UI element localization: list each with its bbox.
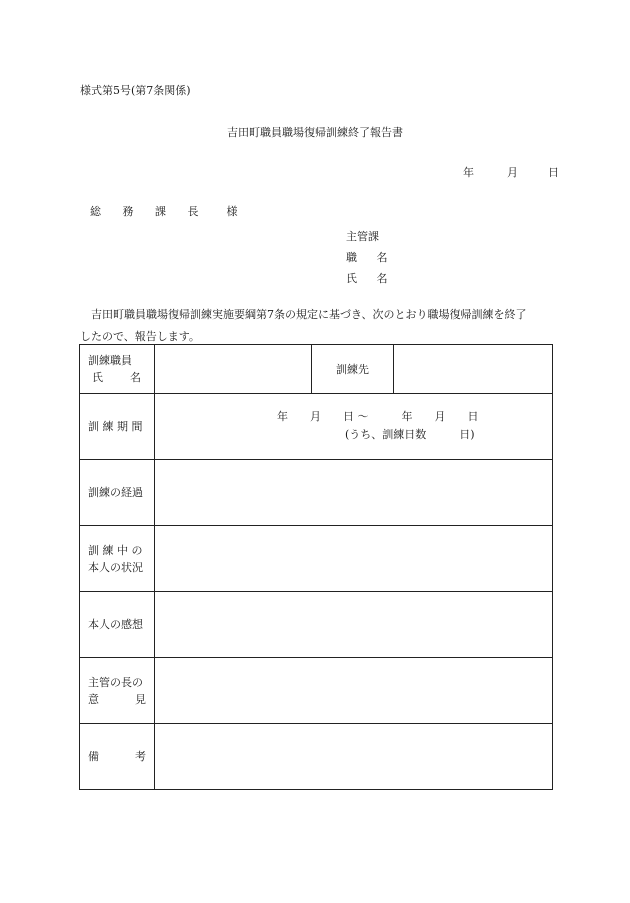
trainee-name-cell[interactable] [155,345,312,394]
sender-department: 主管課 [346,230,379,243]
opinion-label [80,658,155,724]
status-cell[interactable] [155,526,553,592]
status-label-line2: 本人の状況 [88,560,143,574]
remarks-label-kou: 考 [135,750,146,763]
period-dates: 年 月 日 ～ 年 月 日 [277,410,479,423]
impressions-cell[interactable] [155,592,553,658]
opinion-cell[interactable] [155,658,553,724]
remarks-cell[interactable] [155,724,553,790]
report-date [463,166,559,180]
table-row-opinion [80,658,553,724]
intro-line-1: 吉田町職員職場復帰訓練実施要綱第7条の規定に基づき、次のとおり職場復帰訓練を終了 [91,308,527,321]
trainee-label [80,345,155,394]
table-row-period [80,394,553,460]
intro-text [80,304,552,348]
table-row-impressions [80,592,553,658]
addressee [90,205,238,219]
table-row-remarks [80,724,553,790]
remarks-label-bi: 備 [88,750,99,763]
opinion-label-ken: 見 [135,692,146,706]
period-label: 訓 練 期 間 [80,394,155,460]
intro-line-2: したので、報告します。 [80,330,200,343]
progress-cell[interactable] [155,460,553,526]
trainee-label-mei: 名 [130,371,141,384]
addressee-title: 総 務 課 長 [90,205,208,218]
sender-block [346,226,396,289]
period-days: (うち、訓練日数 日) [345,428,475,441]
page-title: 吉田町職員職場復帰訓練終了報告書 [227,126,403,139]
addressee-honorific: 様 [226,205,238,218]
trainee-label-line1: 訓練職員 [88,354,132,367]
period-cell[interactable] [155,394,553,460]
report-table [79,344,553,790]
sender-name: 氏 名 [346,272,396,285]
date-year: 年 [463,166,474,179]
table-row-trainee [80,345,553,394]
destination-cell[interactable] [394,345,553,394]
trainee-label-shi: 氏 [92,371,103,384]
date-month: 月 [507,166,518,179]
table-row-status [80,526,553,592]
remarks-label [80,724,155,790]
status-label-line1: 訓 練 中 の [88,543,143,557]
opinion-label-line1: 主管の長の [88,675,143,689]
opinion-label-i: 意 [88,692,99,706]
impressions-label: 本人の感想 [80,592,155,658]
status-label [80,526,155,592]
date-day: 日 [548,166,559,179]
form-number: 様式第5号(第7条関係) [80,84,191,97]
destination-label: 訓練先 [312,345,394,394]
table-row-progress [80,460,553,526]
sender-position: 職 名 [346,251,396,264]
progress-label: 訓練の経過 [80,460,155,526]
